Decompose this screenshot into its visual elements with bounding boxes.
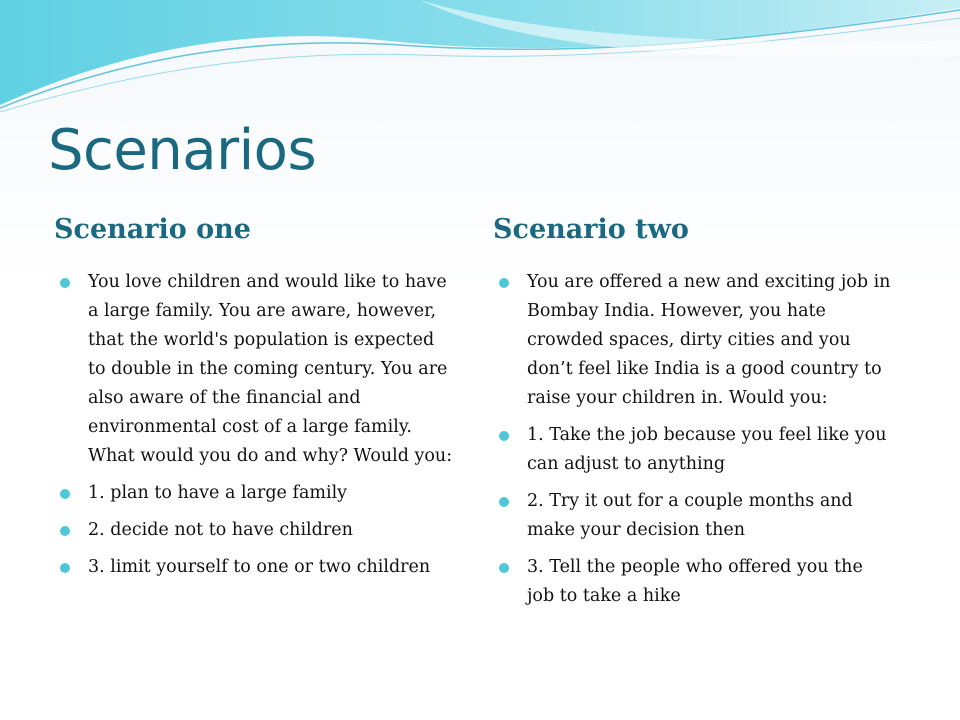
list-item [54,516,454,545]
list-item [493,553,893,611]
list-item-text: 1. Take the job because you feel like you can adjust to anything [527,425,887,474]
list-item [54,268,454,471]
list-item [493,421,893,479]
bullet-dot-icon [60,489,70,499]
bullet-dot-icon [60,278,70,288]
scenario-one-heading: Scenario one [54,214,251,245]
list-item [54,553,454,582]
list-item-text: 1. plan to have a large family [88,483,348,503]
list-item-text: 3. Tell the people who offered you the job to take a hike [527,557,863,606]
list-item [493,487,893,545]
bullet-dot-icon [499,563,509,573]
list-item-text: 2. decide not to have children [88,520,353,540]
bullet-dot-icon [60,563,70,573]
list-item [54,479,454,508]
list-item [493,268,893,413]
bullet-dot-icon [499,431,509,441]
list-item-text: You are offered a new and exciting job in Bombay India. However, you hate crowded spaces, dirty cities and you don’t feel like India is a good country to raise your children in. Would you: [527,272,891,408]
scenario-two-column [493,210,893,619]
scenario-two-heading: Scenario two [493,214,689,245]
scenario-one-column [54,210,454,590]
list-item-text: You love children and would like to have a large family. You are aware, however, that the world's population is expected to double in the coming century. You are also aware of the financial and environmental cost of a large family. What would you do and why? Would you: [88,272,453,466]
list-item-text: 2. Try it out for a couple months and make your decision then [527,491,853,540]
list-item-text: 3. limit yourself to one or two children [88,557,431,577]
scenario-one-list [54,268,454,582]
slide-title: Scenarios [48,118,317,183]
bullet-dot-icon [499,278,509,288]
scenario-two-list [493,268,893,611]
bullet-dot-icon [499,497,509,507]
header-wave-decoration [0,0,960,120]
bullet-dot-icon [60,526,70,536]
